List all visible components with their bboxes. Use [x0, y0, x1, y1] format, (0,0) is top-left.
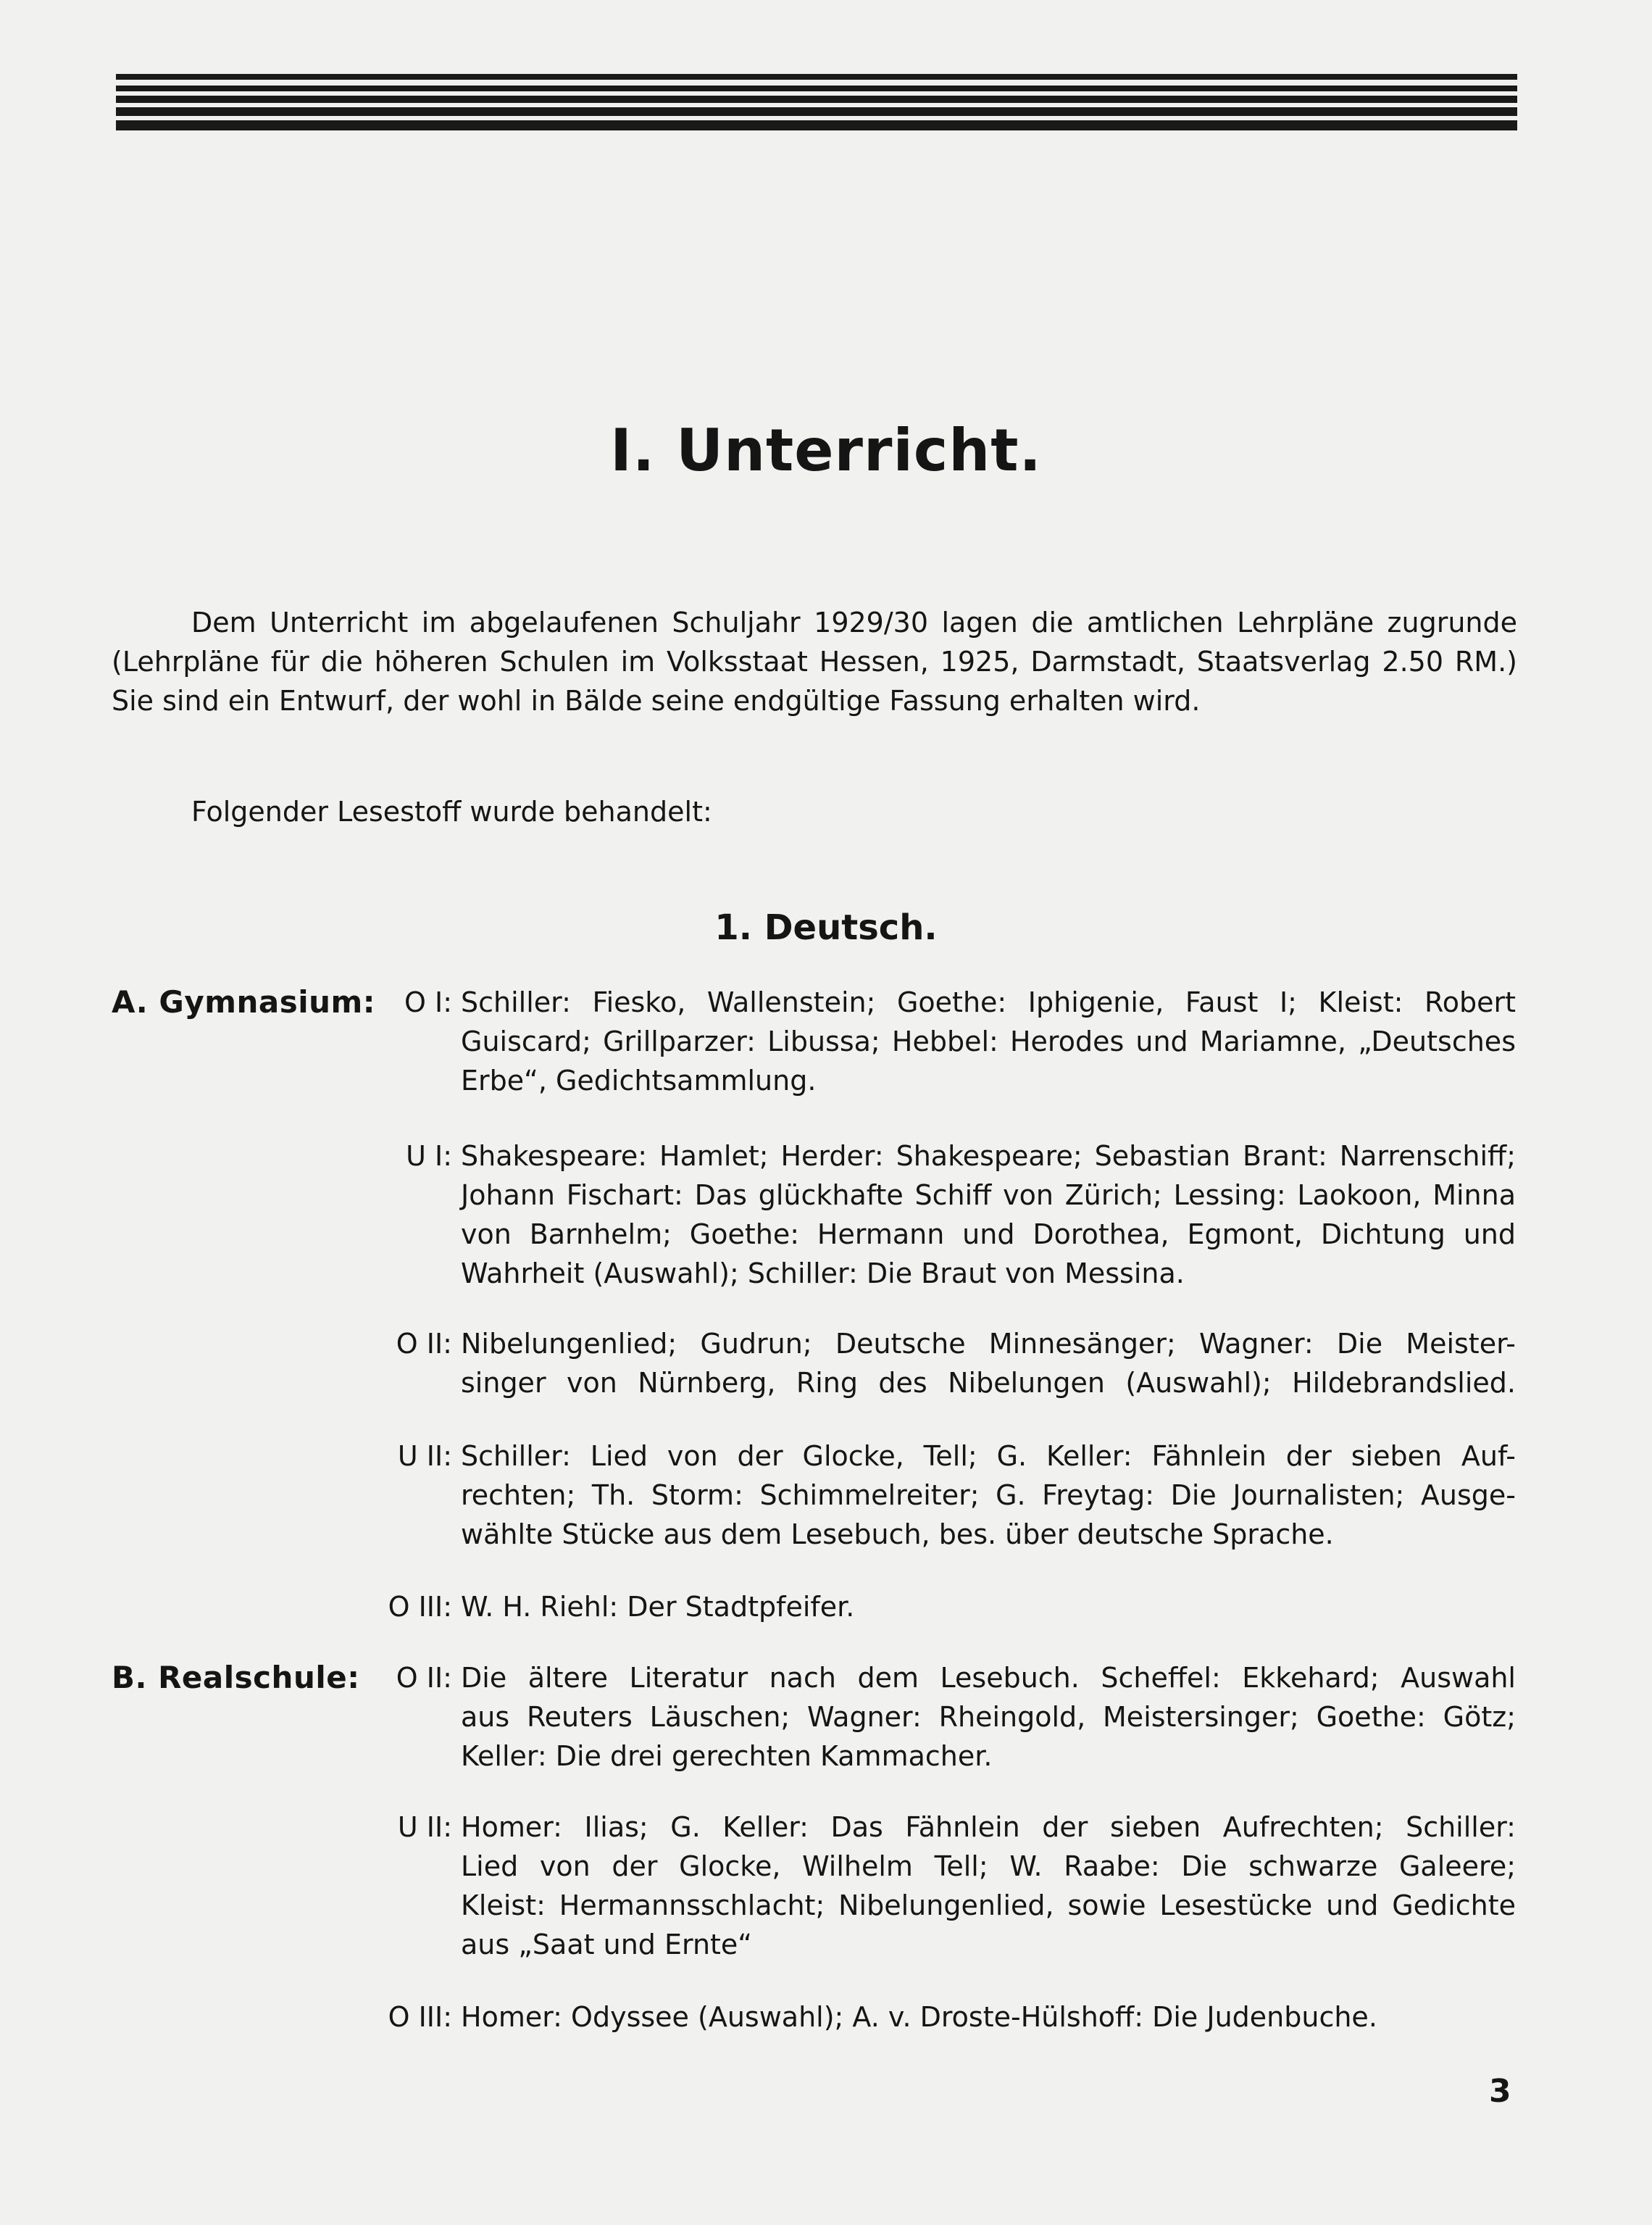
reading-line: Nibelungenlied; Gudrun; Deutsche Minnesänger; Wagner: Die Meister-: [461, 1328, 1516, 1360]
reading-list: [461, 1587, 1516, 1626]
reading-line: Wahrheit (Auswahl); Schiller: Die Braut von Messina.: [461, 1257, 1185, 1289]
reading-line: Homer: Odyssee (Auswahl); A. v. Droste-Hülshoff: Die Judenbuche.: [461, 2001, 1377, 2033]
reading-line: Erbe“, Gedichtsammlung.: [461, 1065, 817, 1097]
reading-line: singer von Nürnberg, Ring des Nibelungen (Auswahl); Hildebrandslied.: [461, 1367, 1516, 1399]
reading-line: Kleist: Hermannsschlacht; Nibelungenlied, sowie Lesestücke und Gedichte: [461, 1889, 1516, 1921]
intro-line: (Lehrpläne für die höheren Schulen im Volksstaat Hessen, 1925, Darmstadt, Staatsverlag 2.50 RM.): [112, 646, 1517, 678]
reading-line: Die ältere Literatur nach dem Lesebuch. Scheffel: Ekkehard; Auswahl: [461, 1662, 1516, 1694]
reading-line: Guiscard; Grillparzer: Libussa; Hebbel: Herodes und Mariamne, „Deutsches: [461, 1026, 1516, 1057]
reading-line: von Barnhelm; Goethe: Hermann und Dorothea, Egmont, Dichtung und: [461, 1218, 1516, 1250]
reading-list: [461, 983, 1516, 1100]
class-label: O I:: [404, 986, 452, 1018]
class-label: U I:: [406, 1140, 452, 1172]
reading-line: aus „Saat und Ernte“: [461, 1929, 752, 1960]
reading-line: Lied von der Glocke, Wilhelm Tell; W. Raabe: Die schwarze Galeere;: [461, 1850, 1516, 1882]
page-number: 3: [1489, 2073, 1511, 2110]
reading-list: [461, 1136, 1516, 1293]
class-label: O II:: [396, 1328, 452, 1360]
reading-line: W. H. Riehl: Der Stadtpfeifer.: [461, 1591, 855, 1623]
reading-list: [461, 1324, 1516, 1402]
intro-line: Sie sind ein Entwurf, der wohl in Bälde seine endgültige Fassung erhalten wird.: [112, 685, 1201, 717]
reading-line: aus Reuters Läuschen; Wagner: Rheingold, Meistersinger; Goethe: Götz;: [461, 1701, 1516, 1733]
class-label: U II:: [397, 1811, 452, 1843]
page-title: I. Unterricht.: [610, 417, 1042, 484]
reading-line: Schiller: Fiesko, Wallenstein; Goethe: Iphigenie, Faust I; Kleist: Robert: [461, 986, 1516, 1018]
reading-line: Schiller: Lied von der Glocke, Tell; G. Keller: Fähnlein der sieben Auf-: [461, 1440, 1516, 1472]
reading-line: wählte Stücke aus dem Lesebuch, bes. über deutsche Sprache.: [461, 1518, 1334, 1550]
lesestoff-label: Folgender Lesestoff wurde behandelt:: [191, 796, 712, 828]
reading-line: Johann Fischart: Das glückhafte Schiff von Zürich; Lessing: Laokoon, Minna: [461, 1179, 1516, 1211]
reading-line: Homer: Ilias; G. Keller: Das Fähnlein der sieben Aufrechten; Schiller:: [461, 1811, 1516, 1843]
reading-line: Shakespeare: Hamlet; Herder: Shakespeare; Sebastian Brant: Narrenschiff;: [461, 1140, 1516, 1172]
class-label: U II:: [397, 1440, 452, 1472]
decorative-top-rule: [116, 74, 1517, 130]
section-heading: 1. Deutsch.: [714, 907, 938, 948]
class-label: O III:: [388, 1591, 452, 1623]
class-label: O III:: [388, 2001, 452, 2033]
class-label: O II:: [396, 1662, 452, 1694]
intro-line: Dem Unterricht im abgelaufenen Schuljahr 1929/30 lagen die amtlichen Lehrpläne zugrunde: [191, 607, 1517, 639]
reading-list: [461, 1808, 1516, 1964]
school-label-gymnasium: A. Gymnasium:: [112, 984, 376, 1020]
reading-list: [461, 1436, 1516, 1554]
reading-list: [461, 1997, 1516, 2037]
intro-paragraph: [112, 603, 1517, 720]
reading-line: rechten; Th. Storm: Schimmelreiter; G. Freytag: Die Journalisten; Ausge-: [461, 1479, 1516, 1511]
reading-list: [461, 1658, 1516, 1776]
school-label-realschule: B. Realschule:: [112, 1660, 360, 1695]
reading-line: Keller: Die drei gerechten Kammacher.: [461, 1740, 993, 1772]
